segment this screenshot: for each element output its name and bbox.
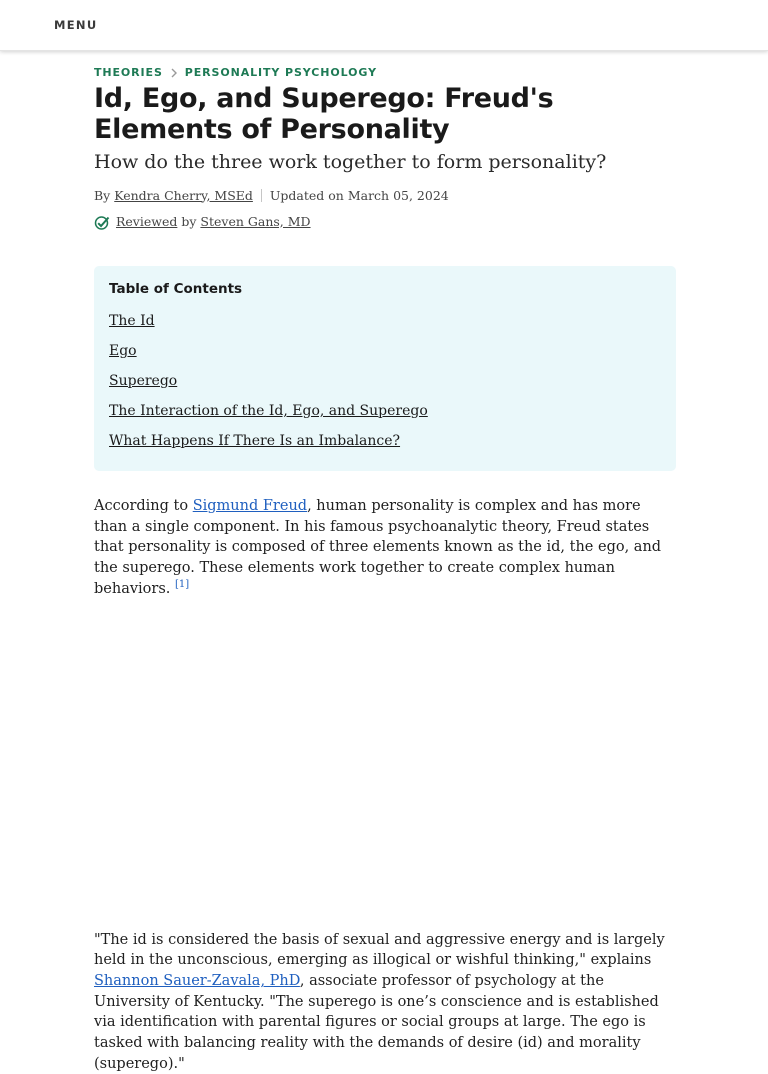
review-line (94, 212, 676, 230)
table-of-contents (94, 266, 676, 471)
article-content (94, 64, 676, 1074)
toc-link-the-id[interactable]: The Id (109, 313, 155, 329)
author-link[interactable]: Kendra Cherry, MSEd (114, 187, 253, 203)
updated-date: Updated on March 05, 2024 (269, 187, 449, 203)
toc-list (109, 309, 661, 459)
quote-text-before: "The id is considered the basis of sexual and aggressive energy and is largely held in the unconscious, emerging as illogical or wishful thinking," explains (94, 931, 665, 969)
reviewed-link[interactable]: Reviewed (116, 213, 178, 229)
byline-divider (261, 189, 262, 202)
breadcrumb-item-theories[interactable]: THEORIES (94, 65, 163, 79)
top-bar (0, 0, 768, 51)
reviewer-link[interactable]: Steven Gans, MD (200, 213, 311, 229)
breadcrumb-item-personality-psychology[interactable]: PERSONALITY PSYCHOLOGY (184, 65, 377, 79)
shannon-sauer-zavala-link[interactable]: Shannon Sauer-Zavala, PhD (94, 972, 300, 989)
intro-text-after: , human personality is complex and has more than a single component. In his famous psychoanalytic theory, Freud states that personality is composed of three elements known as the id, the ego, and the superego. These elements work together to create complex human behaviors. (94, 498, 662, 597)
reviewed-by-label: by (181, 213, 197, 229)
toc-title: Table of Contents (109, 281, 243, 297)
reviewed-check-icon (94, 215, 110, 231)
intro-paragraph (94, 496, 676, 600)
sigmund-freud-link[interactable]: Sigmund Freud (192, 498, 308, 514)
ad-placeholder (94, 600, 676, 930)
page-subtitle: How do the three work together to form personality? (94, 151, 607, 173)
toc-item (109, 429, 661, 459)
toc-item (109, 309, 661, 339)
quote-text-after: , associate professor of psychology at the University of Kentucky. "The superego is one’s conscience and is established via identification with parental figures or social groups at large. The ego is tasked with balancing reality with the demands of desire (id) and morality (superego)." (94, 972, 659, 1072)
byline-by-label: By (94, 187, 111, 203)
menu-button[interactable]: MENU (54, 18, 98, 32)
chevron-right-icon (163, 66, 185, 79)
breadcrumb (94, 65, 676, 79)
toc-link-imbalance[interactable]: What Happens If There Is an Imbalance? (109, 433, 401, 449)
byline (94, 186, 676, 204)
toc-item (109, 339, 661, 369)
quote-paragraph (94, 930, 676, 1074)
toc-item (109, 399, 661, 429)
toc-link-interaction[interactable]: The Interaction of the Id, Ego, and Superego (109, 403, 428, 419)
intro-text-before: According to (94, 498, 193, 514)
citation-1-link[interactable]: [1] (175, 578, 190, 590)
toc-link-superego[interactable]: Superego (109, 373, 178, 389)
page-title: Id, Ego, and Superego: Freud's Elements of Personality (94, 83, 554, 145)
toc-link-ego[interactable]: Ego (109, 343, 137, 359)
toc-item (109, 369, 661, 399)
